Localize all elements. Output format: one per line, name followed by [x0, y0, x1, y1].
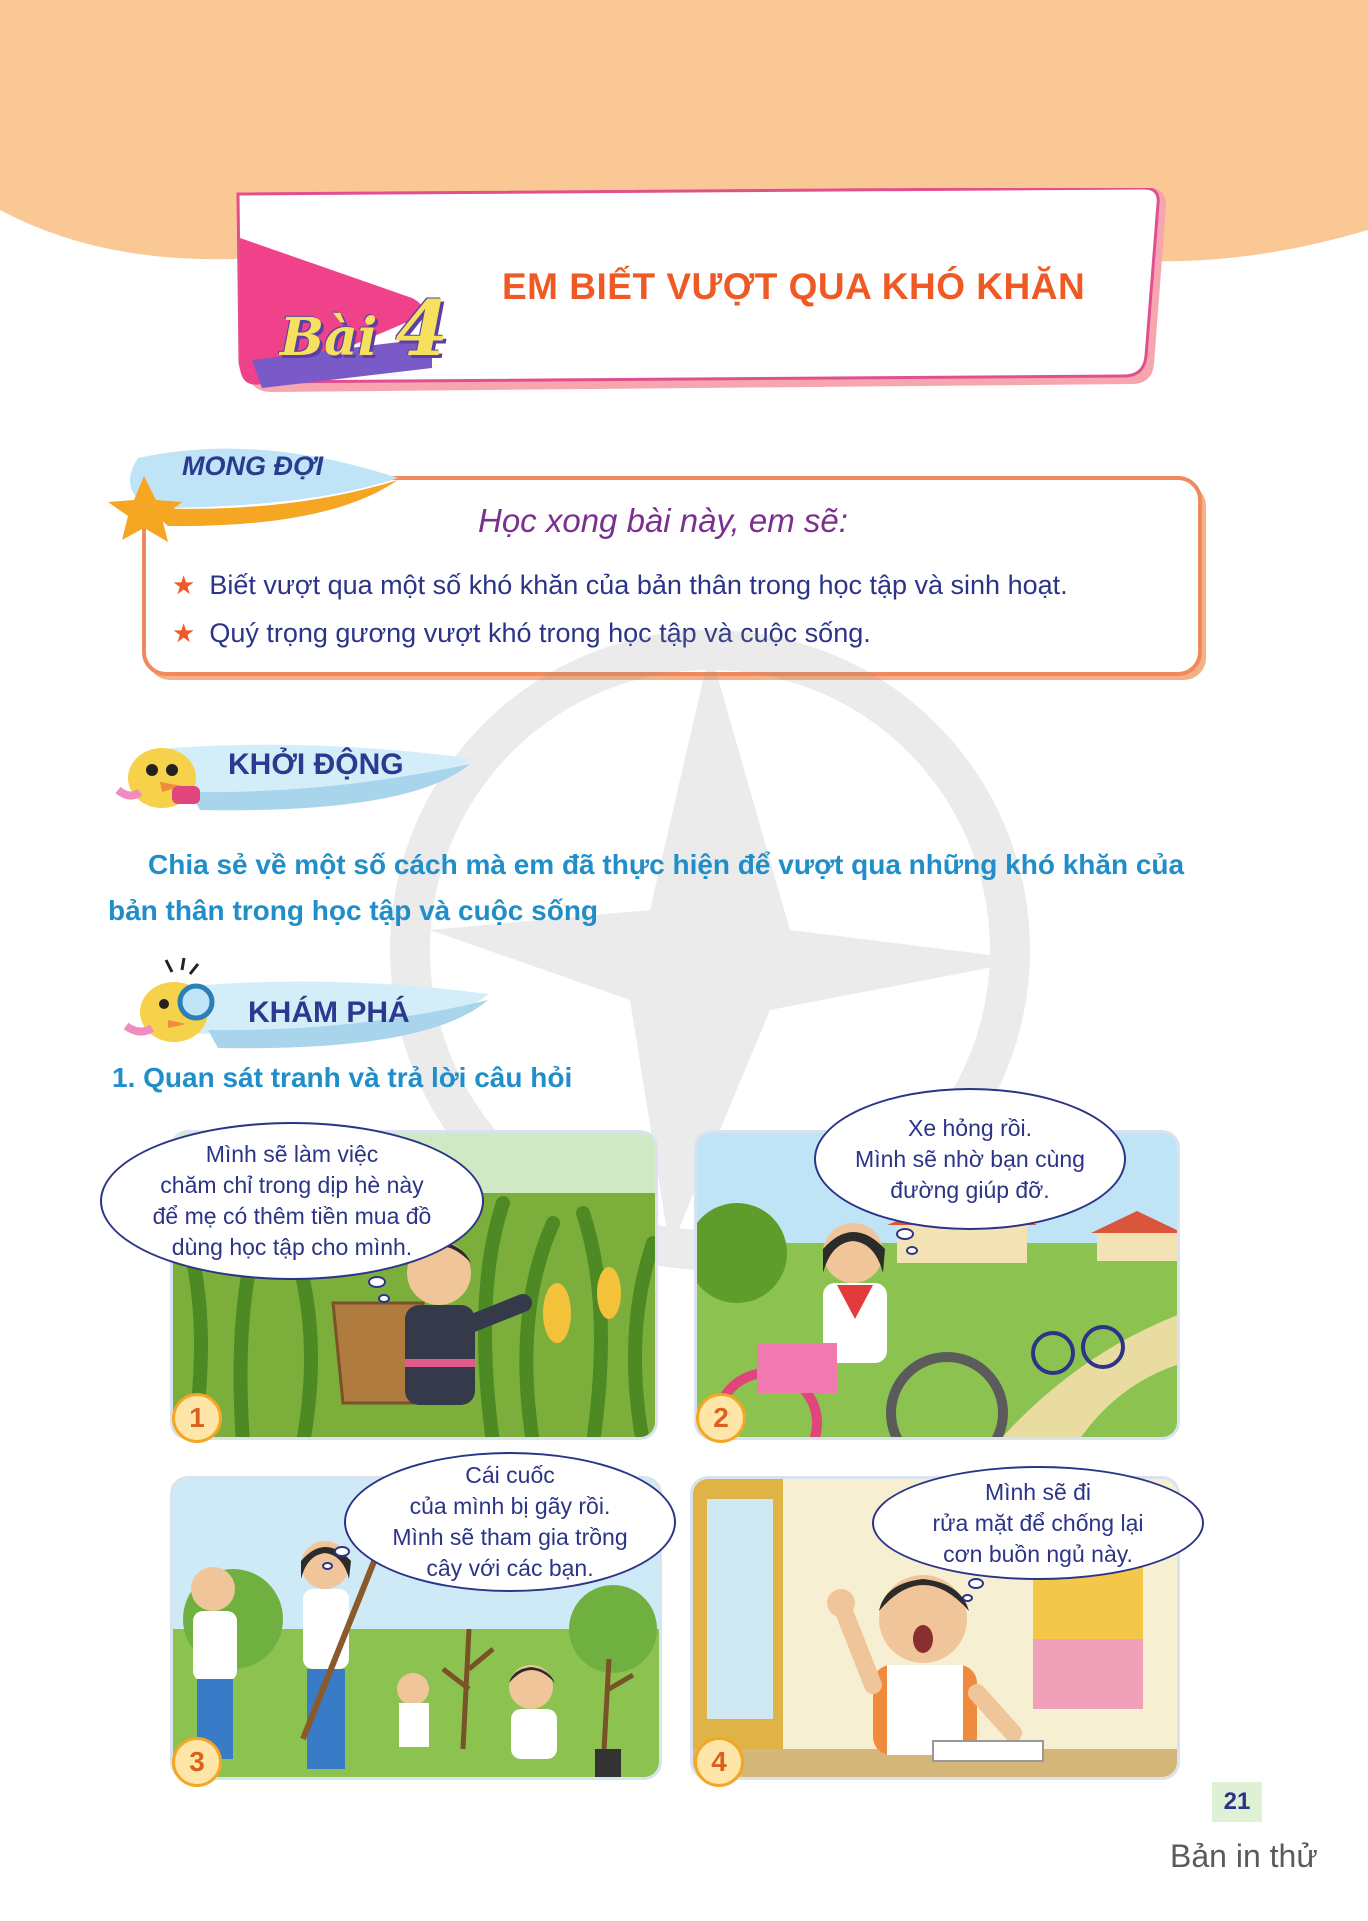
- page-number: 21: [1212, 1782, 1262, 1822]
- question-title: 1. Quan sát tranh và trả lời câu hỏi: [112, 1062, 573, 1093]
- thought-dot: [962, 1594, 973, 1602]
- thought-dot: [896, 1228, 914, 1240]
- panel-number-badge: 3: [172, 1737, 222, 1787]
- print-proof-note: Bản in thử: [1170, 1838, 1318, 1874]
- speech-bubble-3: Cái cuốc của mình bị gãy rồi. Mình sẽ tham gia trồng cây với các bạn.: [344, 1452, 676, 1592]
- thought-dot: [368, 1276, 386, 1288]
- warmup-prompt: Chia sẻ về một số cách mà em đã thực hiện để vượt qua những khó khăn của bản thân trong học tập và cuộc sống: [108, 849, 1185, 926]
- expectations-label: MONG ĐỢI: [182, 451, 324, 481]
- thought-dot: [906, 1246, 918, 1255]
- panel-number-badge: 4: [694, 1737, 744, 1787]
- speech-bubble-4: Mình sẽ đi rửa mặt để chống lại cơn buồn ngủ này.: [872, 1466, 1204, 1580]
- lesson-number-label: Bài 4: [280, 284, 449, 373]
- expectations-heading: Học xong bài này, em sẽ:: [478, 502, 848, 539]
- speech-bubble-1: Mình sẽ làm việc chăm chỉ trong dịp hè này để mẹ có thêm tiền mua đồ dùng học tập cho mình.: [100, 1122, 484, 1280]
- thought-dot: [968, 1578, 984, 1589]
- expectation-item: ★ Quý trọng gương vượt khó trong học tập và cuộc sống.: [172, 618, 871, 648]
- panel-number-badge: 1: [172, 1393, 222, 1443]
- speech-bubble-2: Xe hỏng rồi. Mình sẽ nhờ bạn cùng đường giúp đỡ.: [814, 1088, 1126, 1230]
- star-icon: ★: [172, 570, 196, 600]
- thought-dot: [378, 1294, 390, 1303]
- lesson-title: EM BIẾT VƯỢT QUA KHÓ KHĂN: [502, 266, 1086, 307]
- thought-dot: [334, 1546, 350, 1557]
- warmup-label: KHỞI ĐỘNG: [228, 748, 404, 781]
- panel-number-badge: 2: [696, 1393, 746, 1443]
- expectation-item: ★ Biết vượt qua một số khó khăn của bản thân trong học tập và sinh hoạt.: [172, 570, 1068, 600]
- thought-dot: [322, 1562, 333, 1570]
- star-icon: ★: [172, 618, 196, 648]
- explore-label: KHÁM PHÁ: [248, 996, 410, 1029]
